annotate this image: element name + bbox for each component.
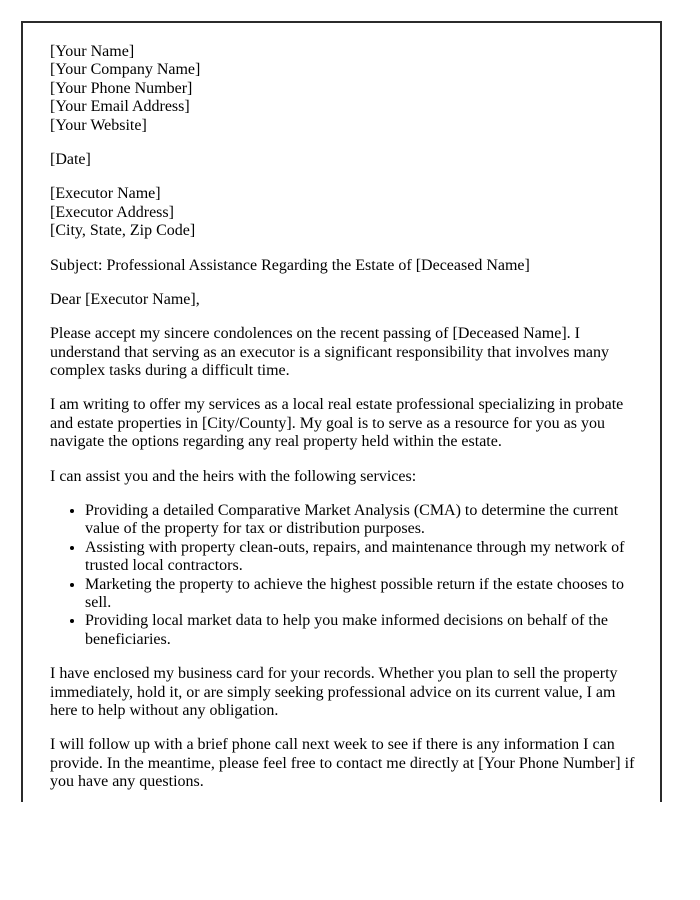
paragraph-follow-up: I will follow up with a brief phone call next week to see if there is any information I can provide. In the meantime, please feel free to contact me directly at [Your Phone Number] if you have any questions. bbox=[50, 736, 635, 791]
sender-name: [Your Name] bbox=[50, 43, 135, 60]
paragraph-business-card: I have enclosed my business card for your records. Whether you plan to sell the property immediately, hold it, or are simply seeking professional advice on its current value, I am here to help without any obligation. bbox=[50, 665, 618, 719]
letter-page bbox=[21, 21, 662, 802]
service-item-marketing: • Marketing the property to achieve the highest possible return if the estate chooses to sell. bbox=[85, 576, 635, 613]
salutation: Dear [Executor Name], bbox=[50, 290, 200, 308]
services-list bbox=[50, 502, 635, 649]
service-item-cma: • Providing a detailed Comparative Market Analysis (CMA) to determine the current value of the property for tax or distribution purposes. bbox=[85, 502, 635, 539]
service-item-cleanouts: • Assisting with property clean-outs, repairs, and maintenance through my network of trusted local contractors. bbox=[85, 539, 635, 576]
recipient-block bbox=[50, 185, 635, 240]
paragraph-condolences: Please accept my sincere condolences on the recent passing of [Deceased Name]. I understand that serving as an executor is a significant responsibility that involves many complex tasks during a difficult time. bbox=[50, 325, 609, 380]
sender-block bbox=[50, 43, 635, 135]
sender-website: [Your Website] bbox=[50, 116, 147, 134]
subject-line: Subject: Professional Assistance Regarding the Estate of [Deceased Name] bbox=[50, 256, 530, 274]
sender-email: [Your Email Address] bbox=[50, 98, 190, 116]
sender-company: [Your Company Name] bbox=[50, 61, 201, 79]
paragraph-services-intro: I can assist you and the heirs with the following services: bbox=[50, 467, 417, 485]
sender-phone: [Your Phone Number] bbox=[50, 79, 193, 97]
date-line: [Date] bbox=[50, 150, 91, 168]
service-item-market-data: • Providing local market data to help you make informed decisions on behalf of the beneficiaries. bbox=[85, 612, 635, 649]
recipient-name: [Executor Name] bbox=[50, 185, 161, 203]
paragraph-introduction: I am writing to offer my services as a local real estate professional specializing in probate and estate properties in [City/County]. My goal is to serve as a resource for you as you navigate the options regarding any real property held within the estate. bbox=[50, 396, 624, 451]
recipient-address: [Executor Address] bbox=[50, 203, 174, 221]
recipient-city-state-zip: [City, State, Zip Code] bbox=[50, 222, 196, 240]
